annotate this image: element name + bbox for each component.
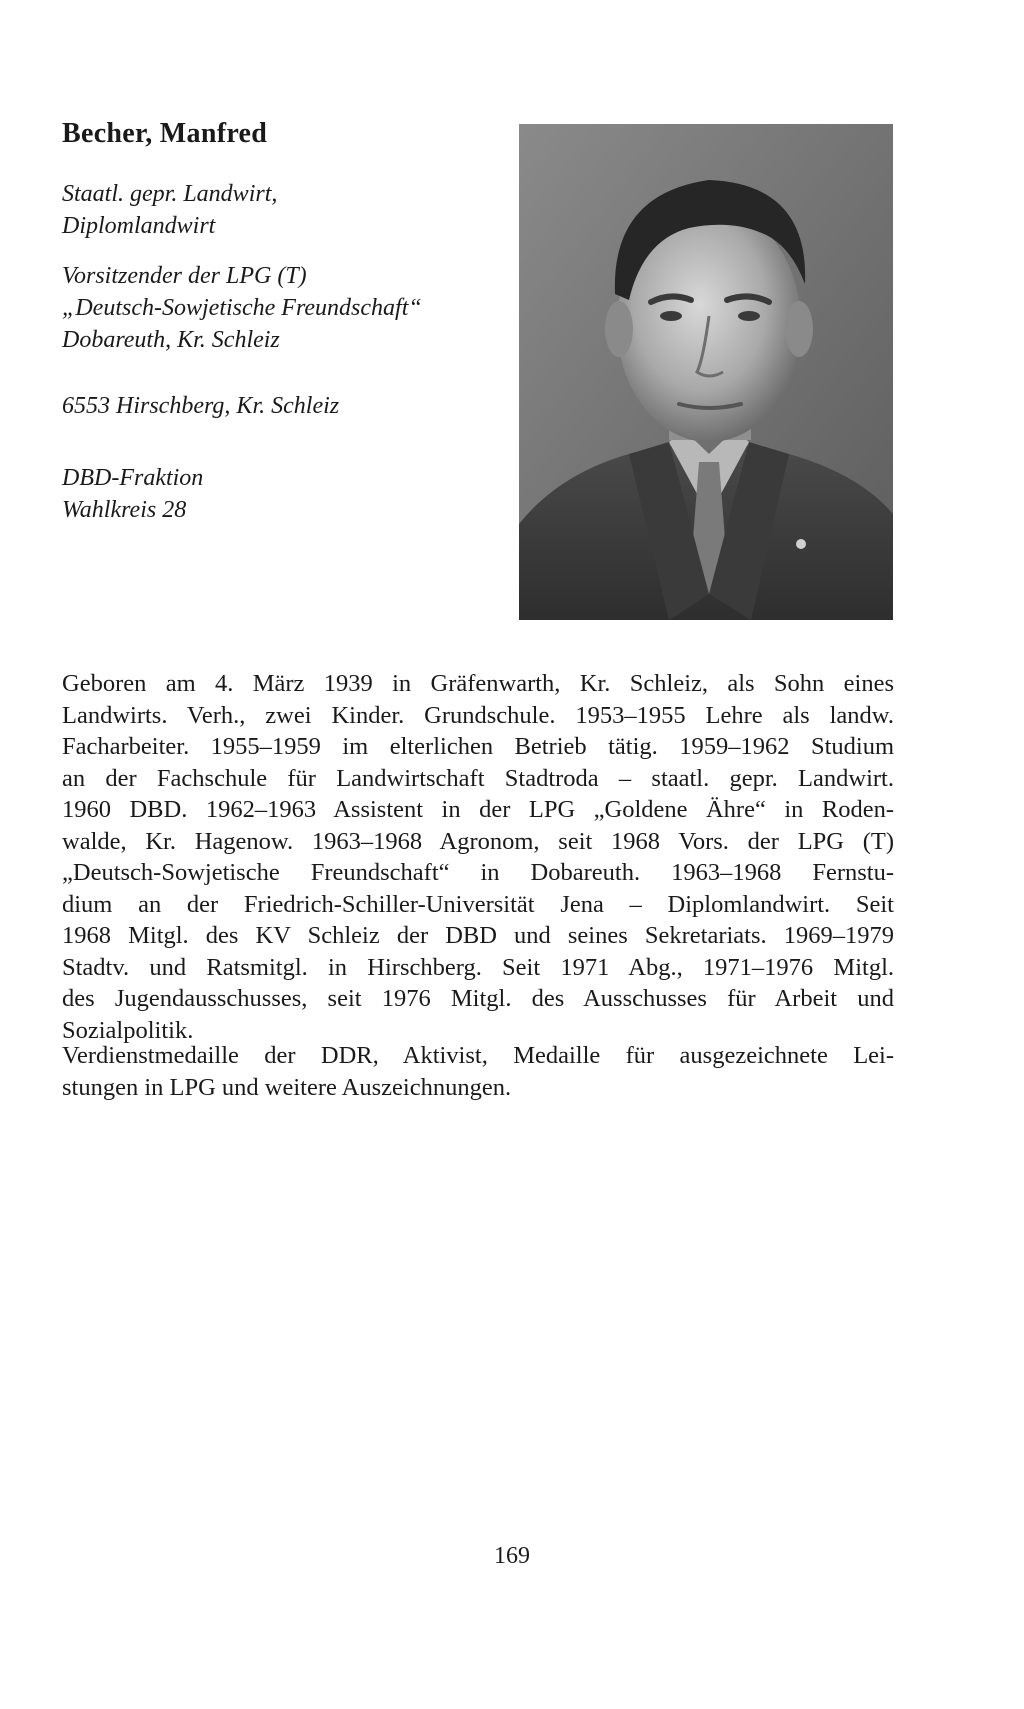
position-line: Dobareuth, Kr. Schleiz <box>62 327 280 353</box>
portrait-photo <box>519 124 893 620</box>
biography-line: „Deutsch-Sowjetische Freundschaft“ in Dobareuth. 1963–1968 Fernstu- <box>62 859 894 886</box>
honors-line: stungen in LPG und weitere Auszeichnungen. <box>62 1073 512 1101</box>
constituency-line: Wahlkreis 28 <box>62 497 187 523</box>
position <box>62 260 502 356</box>
biography-line: des Jugendausschusses, seit 1976 Mitgl. des Ausschusses für Arbeit und <box>62 985 894 1012</box>
profession-line: Diplomlandwirt <box>62 213 216 239</box>
honors <box>62 1040 894 1103</box>
biography-line: dium an der Friedrich-Schiller-Universität Jena – Diplomlandwirt. Seit <box>62 890 894 918</box>
entry-name: Becher, Manfred <box>62 118 268 149</box>
biography <box>62 668 894 1046</box>
profession-line: Staatl. gepr. Landwirt, <box>62 181 278 207</box>
biography-line: Geboren am 4. März 1939 in Gräfenwarth, Kr. Schleiz, als Sohn eines <box>62 670 894 697</box>
biography-line: Facharbeiter. 1955–1959 im elterlichen Betrieb tätig. 1959–1962 Studium <box>62 733 894 760</box>
faction-line: DBD-Fraktion <box>62 465 204 491</box>
biography-line: an der Fachschule für Landwirtschaft Stadtroda – staatl. gepr. Landwirt. <box>62 764 894 792</box>
biography-line: 1968 Mitgl. des KV Schleiz der DBD und seines Sekretariats. 1969–1979 <box>62 922 894 949</box>
biography-line: walde, Kr. Hagenow. 1963–1968 Agronom, seit 1968 Vors. der LPG (T) <box>62 827 894 855</box>
biography-line: Stadtv. und Ratsmitgl. in Hirschberg. Seit 1971 Abg., 1971–1976 Mitgl. <box>62 953 894 981</box>
faction <box>62 462 502 526</box>
biography-line: Sozialpolitik. <box>62 1016 194 1044</box>
position-line: Vorsitzender der LPG (T) <box>62 263 307 289</box>
page-number: 169 <box>494 1543 530 1569</box>
address <box>62 390 502 422</box>
position-line: „Deutsch-Sowjetische Freundschaft“ <box>62 295 422 321</box>
biography-line: Landwirts. Verh., zwei Kinder. Grundschule. 1953–1955 Lehre als landw. <box>62 701 894 729</box>
profession <box>62 178 502 242</box>
honors-line: Verdienstmedaille der DDR, Aktivist, Medaille für ausgezeichnete Lei- <box>62 1042 894 1069</box>
address-line: 6553 Hirschberg, Kr. Schleiz <box>62 393 340 419</box>
biography-line: 1960 DBD. 1962–1963 Assistent in der LPG „Goldene Ähre“ in Roden- <box>62 796 894 823</box>
